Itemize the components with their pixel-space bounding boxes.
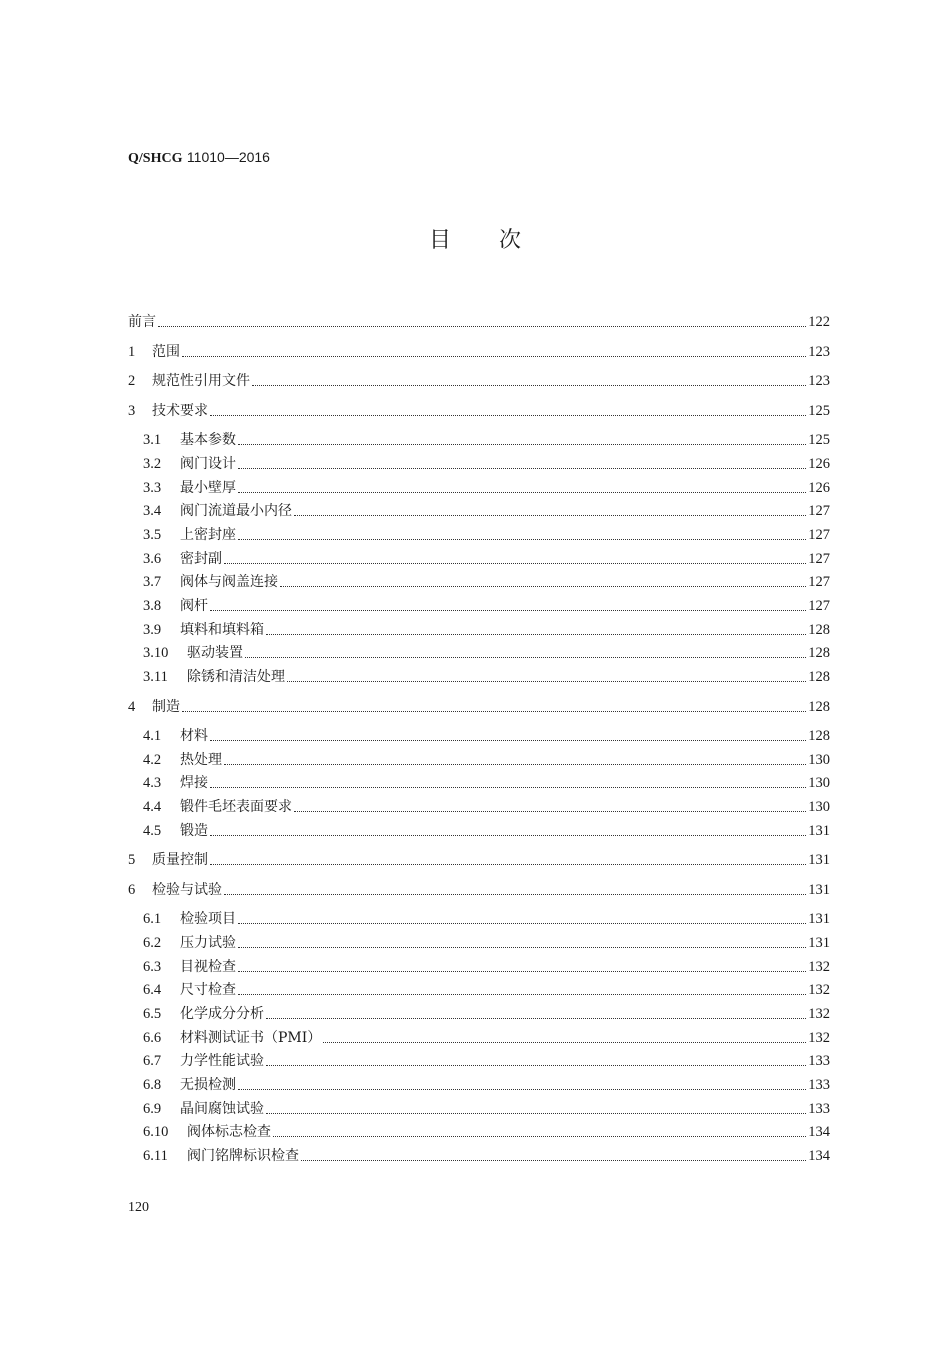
toc-dot-leader xyxy=(238,971,806,972)
toc-entry-title: 范围 xyxy=(152,344,180,360)
toc-dot-leader xyxy=(158,326,806,327)
toc-entry-page: 134 xyxy=(808,1148,830,1164)
toc-entry-title: 材料测试证书（PMI） xyxy=(180,1030,322,1046)
toc-entry-number: 6.5 xyxy=(143,1006,162,1022)
toc-entry-title: 热处理 xyxy=(180,752,222,768)
toc-entry xyxy=(128,401,830,421)
toc-dot-leader xyxy=(238,444,806,445)
toc-entry xyxy=(143,1122,830,1142)
toc-dot-leader xyxy=(210,835,806,836)
toc-entry xyxy=(143,980,830,1000)
toc-entry-page: 128 xyxy=(808,728,830,744)
toc-dot-leader xyxy=(273,1136,806,1137)
toc-entry-number: 6.3 xyxy=(143,959,162,975)
toc-entry-title: 压力试验 xyxy=(180,935,236,951)
toc-entry-page: 127 xyxy=(808,527,830,543)
toc-entry-page: 128 xyxy=(808,699,830,715)
toc-entry xyxy=(143,957,830,977)
toc-entry xyxy=(128,880,830,900)
toc-entry xyxy=(143,643,830,663)
toc-entry xyxy=(128,697,830,717)
toc-entry-number: 4.3 xyxy=(143,775,162,791)
toc-entry-page: 127 xyxy=(808,598,830,614)
toc-entry-number: 4 xyxy=(128,699,136,715)
toc-entry-page: 127 xyxy=(808,503,830,519)
toc-dot-leader xyxy=(266,1065,806,1066)
toc-dot-leader xyxy=(323,1042,806,1043)
toc-entry-page: 132 xyxy=(808,982,830,998)
toc-entry-title: 尺寸检查 xyxy=(180,982,236,998)
toc-dot-leader xyxy=(301,1160,806,1161)
toc-entry-title: 最小壁厚 xyxy=(180,480,236,496)
page-number: 120 xyxy=(128,1200,149,1215)
toc-entry-title: 填料和填料箱 xyxy=(180,622,264,638)
toc-entry-title: 检验项目 xyxy=(180,911,236,927)
toc-dot-leader xyxy=(182,356,806,357)
toc-entry-title: 焊接 xyxy=(180,775,208,791)
toc-entry-page: 131 xyxy=(808,882,830,898)
toc-entry-page: 126 xyxy=(808,456,830,472)
toc-entry-page: 132 xyxy=(808,1030,830,1046)
toc-entry-page: 132 xyxy=(808,959,830,975)
toc-entry xyxy=(143,1028,830,1048)
toc-entry-number: 6.8 xyxy=(143,1077,162,1093)
toc-entry-number: 3.10 xyxy=(143,645,169,661)
toc-entry-page: 132 xyxy=(808,1006,830,1022)
toc-entry-number: 3.3 xyxy=(143,480,162,496)
toc-entry-page: 128 xyxy=(808,622,830,638)
toc-entry xyxy=(128,312,830,332)
toc-dot-leader xyxy=(294,811,806,812)
toc-entry xyxy=(143,726,830,746)
toc-dot-leader xyxy=(266,1113,806,1114)
page-title: 目次 xyxy=(428,228,569,253)
toc-entry-page: 125 xyxy=(808,403,830,419)
toc-entry-number: 6.9 xyxy=(143,1101,162,1117)
toc-dot-leader xyxy=(287,681,806,682)
toc-entry-page: 133 xyxy=(808,1077,830,1093)
toc-entry-number: 3.1 xyxy=(143,432,162,448)
toc-entry-title: 阀门流道最小内径 xyxy=(180,503,292,519)
toc-entry-title: 基本参数 xyxy=(180,432,236,448)
toc-dot-leader xyxy=(238,994,806,995)
toc-entry xyxy=(128,371,830,391)
toc-entry-title: 锻件毛坯表面要求 xyxy=(180,799,292,815)
toc-dot-leader xyxy=(182,711,806,712)
toc-entry-page: 131 xyxy=(808,911,830,927)
toc-entry-number: 4.5 xyxy=(143,823,162,839)
toc-entry-title: 阀体与阀盖连接 xyxy=(180,574,278,590)
toc-entry-number: 3.2 xyxy=(143,456,162,472)
toc-entry-number: 6.1 xyxy=(143,911,162,927)
toc-entry-title: 规范性引用文件 xyxy=(152,373,250,389)
standard-number: 11010—2016 xyxy=(186,149,270,165)
toc-entry xyxy=(143,821,830,841)
toc-entry xyxy=(143,773,830,793)
toc-dot-leader xyxy=(266,1018,806,1019)
toc-entry-title: 力学性能试验 xyxy=(180,1053,264,1069)
toc-entry-number: 3.5 xyxy=(143,527,162,543)
toc-dot-leader xyxy=(238,492,806,493)
toc-entry-title: 上密封座 xyxy=(180,527,236,543)
toc-dot-leader xyxy=(280,586,806,587)
toc-entry xyxy=(143,596,830,616)
toc-entry-page: 128 xyxy=(808,645,830,661)
toc-entry-page: 122 xyxy=(808,314,830,330)
standard-code xyxy=(128,147,270,169)
toc-entry-page: 126 xyxy=(808,480,830,496)
toc-entry-number: 3.8 xyxy=(143,598,162,614)
toc-entry xyxy=(143,525,830,545)
toc-entry-title: 阀门设计 xyxy=(180,456,236,472)
toc-entry-title: 材料 xyxy=(180,728,208,744)
toc-dot-leader xyxy=(238,923,806,924)
toc-entry-title: 制造 xyxy=(152,699,180,715)
toc-dot-leader xyxy=(245,657,806,658)
toc-entry xyxy=(143,1075,830,1095)
toc-entry-number: 5 xyxy=(128,852,136,868)
toc-entry-title: 质量控制 xyxy=(152,852,208,868)
toc-entry xyxy=(143,430,830,450)
toc-dot-leader xyxy=(238,947,806,948)
toc-entry-title: 密封副 xyxy=(180,551,222,567)
toc-entry-number: 4.1 xyxy=(143,728,162,744)
toc-entry xyxy=(143,620,830,640)
toc-entry-number: 6.4 xyxy=(143,982,162,998)
toc-entry-page: 131 xyxy=(808,823,830,839)
toc-entry xyxy=(143,909,830,929)
toc-entry-title: 除锈和清洁处理 xyxy=(187,669,285,685)
toc-entry xyxy=(128,850,830,870)
toc-entry xyxy=(143,797,830,817)
toc-entry-page: 131 xyxy=(808,852,830,868)
toc-entry xyxy=(143,750,830,770)
toc-entry-number: 3.9 xyxy=(143,622,162,638)
toc-dot-leader xyxy=(210,864,806,865)
toc-entry-page: 123 xyxy=(808,344,830,360)
toc-entry xyxy=(143,667,830,687)
toc-entry xyxy=(143,1004,830,1024)
toc-entry-page: 130 xyxy=(808,775,830,791)
toc-entry-title: 阀门铭牌标识检查 xyxy=(187,1148,299,1164)
toc-dot-leader xyxy=(294,515,806,516)
toc-entry-title: 锻造 xyxy=(180,823,208,839)
toc-entry-page: 127 xyxy=(808,574,830,590)
toc-dot-leader xyxy=(210,610,806,611)
toc-entry-title: 晶间腐蚀试验 xyxy=(180,1101,264,1117)
toc-dot-leader xyxy=(252,385,806,386)
toc-entry-number: 4.2 xyxy=(143,752,162,768)
toc-dot-leader xyxy=(238,468,806,469)
toc-entry-title: 驱动装置 xyxy=(187,645,243,661)
toc-entry-page: 133 xyxy=(808,1053,830,1069)
toc-entry-number: 3.7 xyxy=(143,574,162,590)
toc-entry-title: 化学成分分析 xyxy=(180,1006,264,1022)
toc-entry-number: 3.11 xyxy=(143,669,168,685)
toc-entry-page: 133 xyxy=(808,1101,830,1117)
toc-entry-page: 131 xyxy=(808,935,830,951)
toc-entry-title: 技术要求 xyxy=(152,403,208,419)
toc-entry-number: 3.4 xyxy=(143,503,162,519)
toc-entry xyxy=(143,501,830,521)
toc-entry xyxy=(143,933,830,953)
toc-entry-number: 6 xyxy=(128,882,136,898)
standard-prefix: Q/SHCG xyxy=(128,151,183,166)
toc-entry xyxy=(143,1051,830,1071)
toc-entry xyxy=(143,478,830,498)
toc-entry-title: 检验与试验 xyxy=(152,882,222,898)
toc-entry-page: 130 xyxy=(808,752,830,768)
toc-entry-number: 6.10 xyxy=(143,1124,169,1140)
toc-dot-leader xyxy=(224,764,806,765)
toc-entry-number: 3 xyxy=(128,403,136,419)
toc-dot-leader xyxy=(224,894,806,895)
toc-entry-page: 125 xyxy=(808,432,830,448)
toc-entry-title: 无损检测 xyxy=(180,1077,236,1093)
toc-entry-number: 2 xyxy=(128,373,136,389)
toc-entry-number: 4.4 xyxy=(143,799,162,815)
toc-entry-number: 1 xyxy=(128,344,136,360)
toc-entry-title: 目视检查 xyxy=(180,959,236,975)
toc-entry xyxy=(143,1146,830,1166)
toc-dot-leader xyxy=(238,539,806,540)
toc-entry xyxy=(143,549,830,569)
toc-entry-title: 阀体标志检查 xyxy=(187,1124,271,1140)
toc-entry-page: 123 xyxy=(808,373,830,389)
toc-entry-title: 阀杆 xyxy=(180,598,208,614)
toc-entry-page: 127 xyxy=(808,551,830,567)
toc-entry-number: 3.6 xyxy=(143,551,162,567)
toc-dot-leader xyxy=(210,740,806,741)
toc-entry-title: 前言 xyxy=(128,314,156,330)
toc-entry-page: 128 xyxy=(808,669,830,685)
toc-entry-number: 6.7 xyxy=(143,1053,162,1069)
toc-dot-leader xyxy=(210,415,806,416)
toc-entry-page: 130 xyxy=(808,799,830,815)
toc-dot-leader xyxy=(224,563,806,564)
toc-dot-leader xyxy=(238,1089,806,1090)
toc-entry xyxy=(143,454,830,474)
toc-entry xyxy=(143,1099,830,1119)
toc-entry-page: 134 xyxy=(808,1124,830,1140)
toc-entry-number: 6.6 xyxy=(143,1030,162,1046)
toc-entry-number: 6.2 xyxy=(143,935,162,951)
toc-entry-number: 6.11 xyxy=(143,1148,168,1164)
toc-entry xyxy=(143,572,830,592)
toc-entry xyxy=(128,342,830,362)
toc-dot-leader xyxy=(266,634,806,635)
toc-dot-leader xyxy=(210,787,806,788)
